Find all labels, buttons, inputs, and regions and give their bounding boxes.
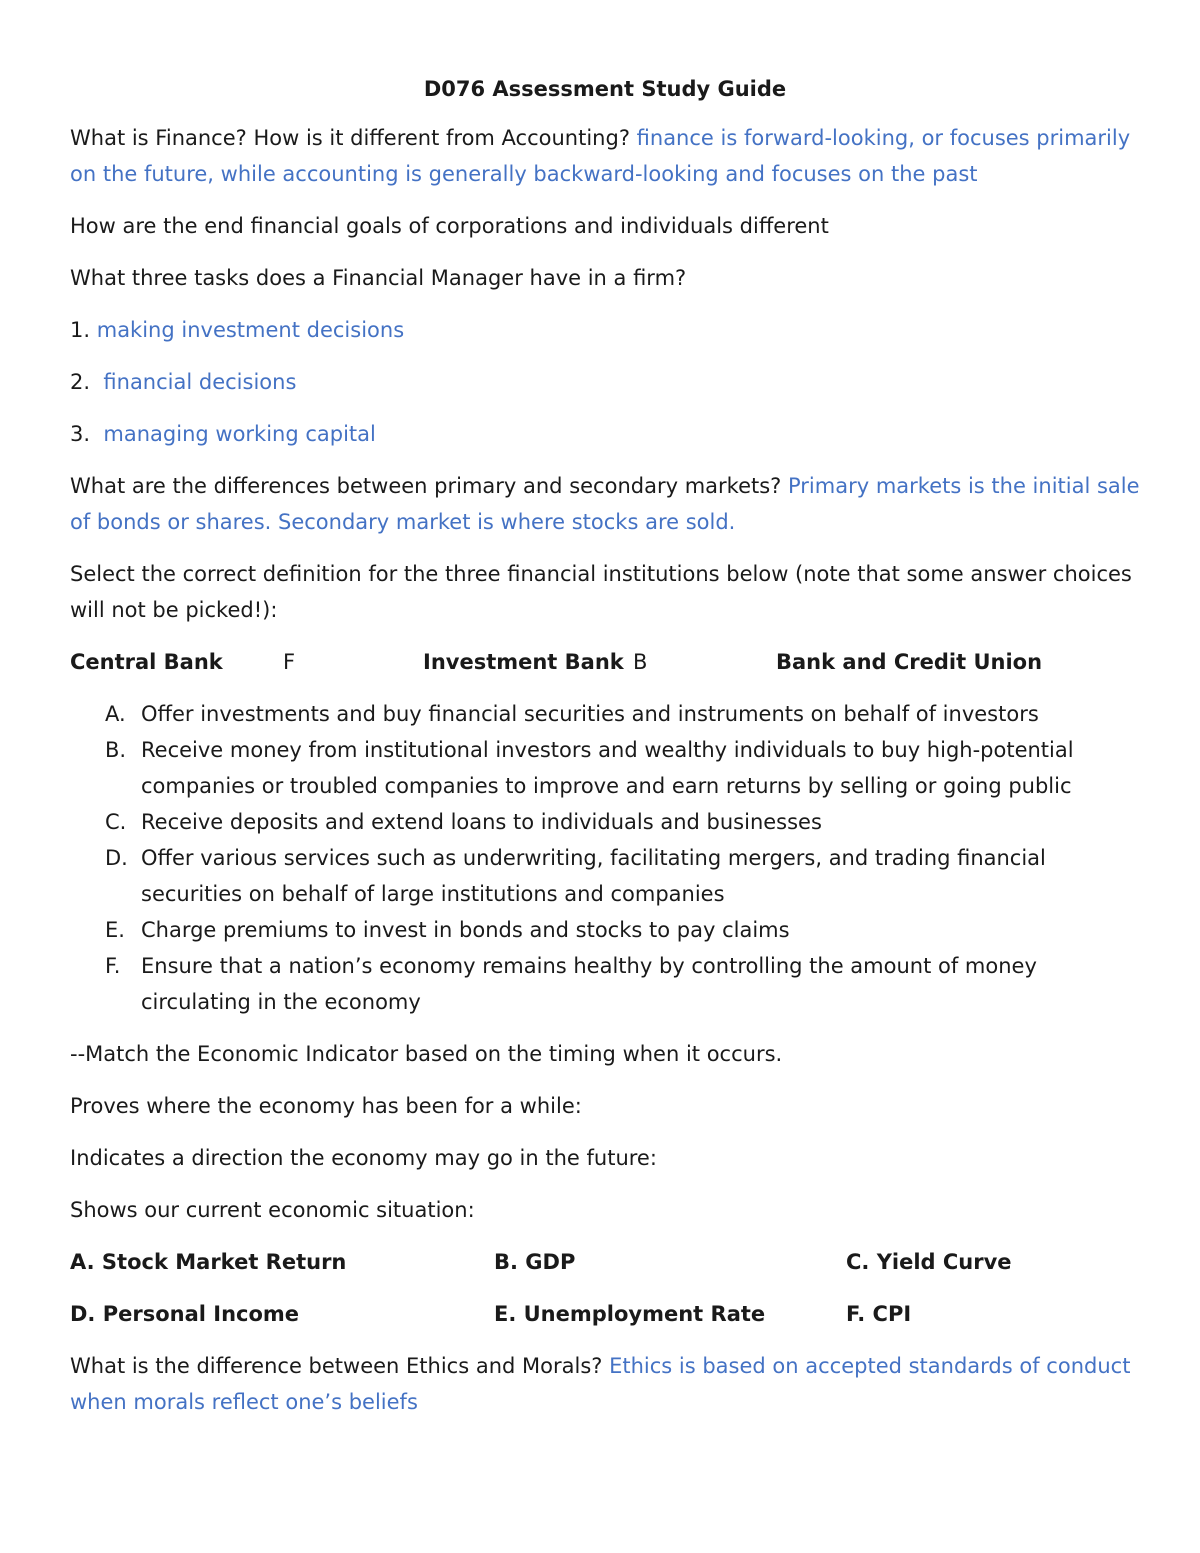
definition-letter: A. (105, 702, 126, 726)
indicator-instruction: --Match the Economic Indicator based on the timing when it occurs. (70, 1042, 783, 1066)
definition-text: Ensure that a nation’s economy remains healthy by controlling the amount of money circulating in the economy (141, 954, 1037, 1014)
definition-item (70, 696, 1140, 732)
question-text: What are the differences between primary and secondary markets? (70, 474, 782, 498)
indicator-option: C. Yield Curve (846, 1250, 1012, 1274)
definition-letter: B. (105, 738, 127, 762)
indicator-option: B. GDP (494, 1250, 576, 1274)
page-title: D076 Assessment Study Guide (423, 77, 787, 101)
definition-item (70, 840, 1140, 912)
institution-name: Investment Bank (423, 650, 624, 674)
institutions-row (70, 644, 1140, 680)
indicator-option: A. Stock Market Return (70, 1250, 347, 1274)
question-text: What is Finance? How is it different from Accounting? (70, 126, 630, 150)
question-financial-manager-tasks: What three tasks does a Financial Manager have in a firm? (70, 266, 687, 290)
indicator-options-row (70, 1244, 1140, 1280)
definition-item (70, 912, 1140, 948)
task-item (70, 416, 1140, 452)
task-answer: managing working capital (103, 422, 376, 446)
definition-item (70, 804, 1140, 840)
task-number: 2. (70, 370, 91, 394)
question-financial-goals: How are the end financial goals of corporations and individuals different (70, 214, 829, 238)
definition-text: Offer investments and buy financial securities and instruments on behalf of investors (141, 702, 1039, 726)
definition-text: Charge premiums to invest in bonds and stocks to pay claims (141, 918, 790, 942)
definition-item (70, 732, 1140, 804)
definition-text: Offer various services such as underwriting, facilitating mergers, and trading financial securities on behalf of large institutions and companies (141, 846, 1046, 906)
indicator-options-row (70, 1296, 1140, 1332)
indicator-option: F. CPI (846, 1302, 912, 1326)
question-financial-institutions: Select the correct definition for the three financial institutions below (note that some answer choices will not be picked!): (70, 562, 1132, 622)
definition-item (70, 948, 1140, 1020)
definition-letter: F. (105, 954, 121, 978)
answer-text: Ethics is based on accepted standards of conduct when morals reflect one’s beliefs (70, 1354, 1131, 1414)
institution-name: Central Bank (70, 650, 223, 674)
answer-text: Primary markets is the initial sale of bonds or shares. Secondary market is where stocks are sold. (70, 474, 1140, 534)
institution-cell (776, 644, 1042, 680)
task-item (70, 312, 1140, 348)
definitions-list (70, 696, 1140, 1020)
document-page (70, 72, 1140, 1436)
indicator-option: E. Unemployment Rate (494, 1302, 766, 1326)
definition-letter: D. (105, 846, 128, 870)
institution-answer: B (633, 650, 648, 674)
question-text: What is the difference between Ethics and Morals? (70, 1354, 603, 1378)
task-item (70, 364, 1140, 400)
answer-text: finance is forward-looking, or focuses primarily on the future, while accounting is generally backward-looking and focuses on the past (70, 126, 1131, 186)
institution-name: Bank and Credit Union (776, 650, 1043, 674)
institution-cell (70, 644, 423, 680)
institution-answer: F (283, 650, 296, 674)
indicator-option: D. Personal Income (70, 1302, 300, 1326)
task-answer: financial decisions (103, 370, 297, 394)
task-number: 3. (70, 422, 91, 446)
indicator-prompt: Proves where the economy has been for a while: (70, 1094, 582, 1118)
definition-letter: C. (105, 810, 127, 834)
indicator-prompt: Shows our current economic situation: (70, 1198, 475, 1222)
task-answer: making investment decisions (96, 318, 405, 342)
task-number: 1. (70, 318, 91, 342)
definition-text: Receive money from institutional investors and wealthy individuals to buy high-potential companies or troubled companies to improve and earn returns by selling or going public (141, 738, 1074, 798)
institution-cell (423, 644, 776, 680)
indicator-prompt: Indicates a direction the economy may go in the future: (70, 1146, 657, 1170)
definition-text: Receive deposits and extend loans to individuals and businesses (141, 810, 822, 834)
definition-letter: E. (105, 918, 125, 942)
question-ethics-vs-morals (70, 1348, 1140, 1420)
question-primary-secondary-markets (70, 468, 1140, 540)
question-finance-vs-accounting (70, 120, 1140, 192)
